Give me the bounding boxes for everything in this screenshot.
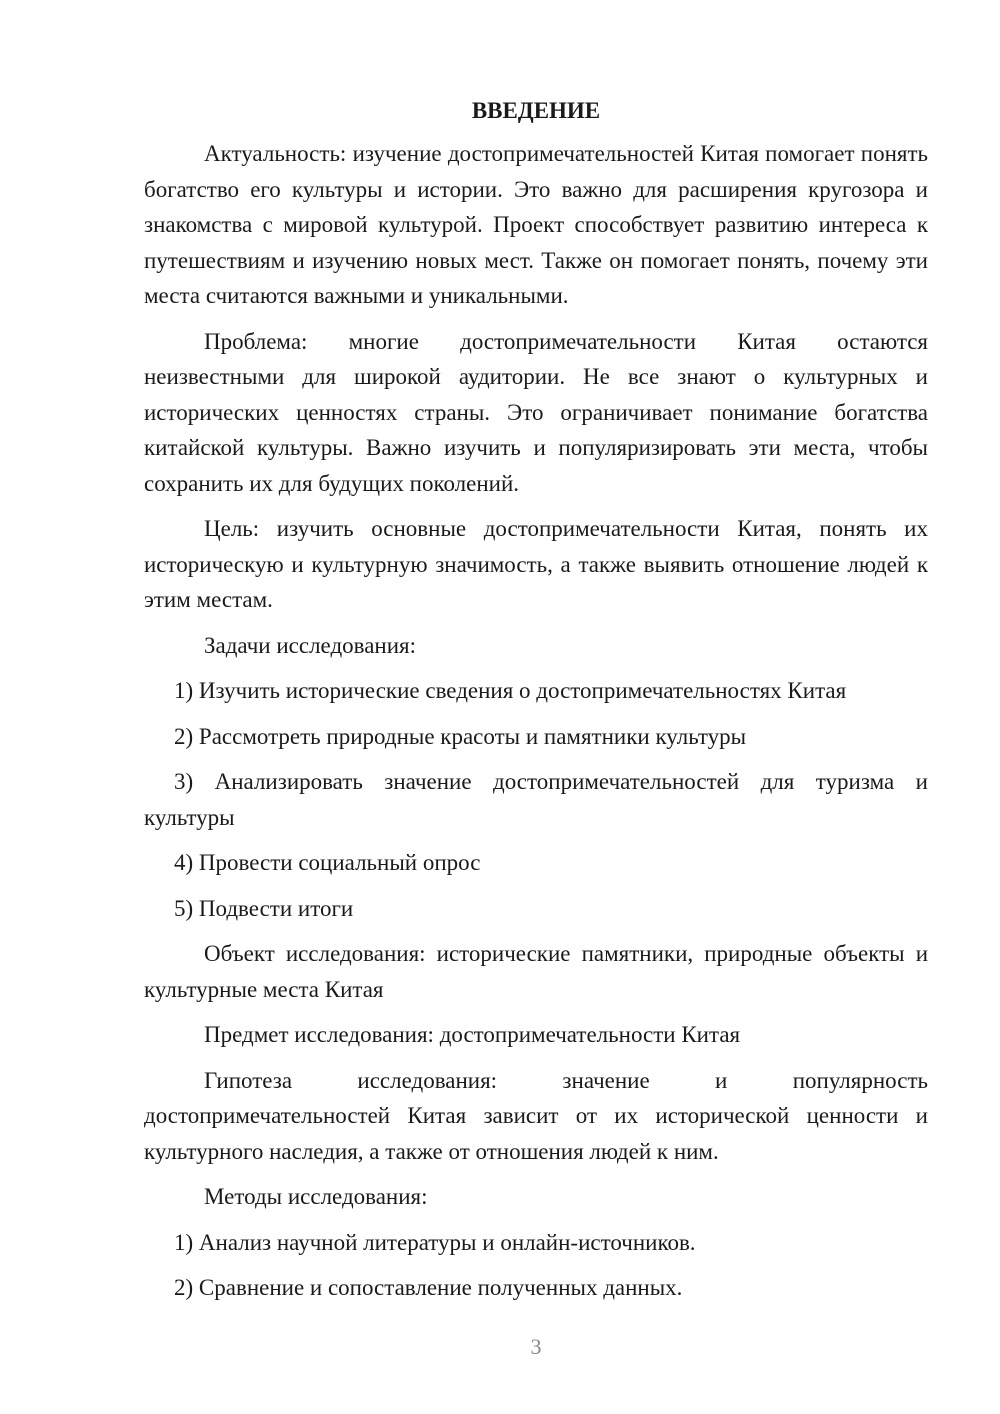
subject-paragraph: Предмет исследования: достопримечательности Китая (204, 1022, 741, 1047)
page-title: ВВЕДЕНИЕ (471, 98, 601, 123)
task-item-5: 5) Подвести итоги (174, 895, 354, 921)
relevance-paragraph: Актуальность: изучение достопримечательностей Китая помогает понять богатство его культуры и истории. Это важно для расширения кругозора и знакомства с мировой культурой. Проект способствует развитию интереса к путешествиям и изучению новых мест. Также он помогает понять, почему эти места считаются важными и уникальными. (144, 141, 928, 308)
hypothesis-paragraph: Гипотеза исследования: значение и популярность достопримечательностей Китая зависит от их исторической ценности и культурного наследия, а также от отношения людей к ним. (144, 1067, 928, 1164)
page-number: 3 (530, 1334, 542, 1359)
method-item-2: 2) Сравнение и сопоставление полученных данных. (174, 1275, 683, 1300)
object-paragraph: Объект исследования: исторические памятники, природные объекты и культурные места Китая (144, 941, 928, 1002)
page-content (144, 96, 928, 1316)
task-item-4: 4) Провести социальный опрос (174, 850, 481, 875)
problem-paragraph: Проблема: многие достопримечательности Китая остаются неизвестными для широкой аудитории. Не все знают о культурных и исторических ценностях страны. Это ограничивает понимание богатства китайской культуры. Важно изучить и популяризировать эти места, чтобы сохранить их для будущих поколений. (144, 328, 928, 496)
method-item-1: 1) Анализ научной литературы и онлайн-источников. (174, 1229, 696, 1255)
task-item-3: 3) Анализировать значение достопримечательностей для туризма и культуры (144, 769, 928, 830)
methods-heading: Методы исследования: (204, 1184, 428, 1209)
goal-paragraph: Цель: изучить основные достопримечательности Китая, понять их историческую и культурную значимость, а также выявить отношение людей к этим местам. (144, 516, 928, 612)
task-item-1: 1) Изучить исторические сведения о достопримечательностях Китая (174, 678, 847, 703)
tasks-heading: Задачи исследования: (204, 632, 417, 658)
task-item-2: 2) Рассмотреть природные красоты и памятники культуры (174, 723, 747, 749)
